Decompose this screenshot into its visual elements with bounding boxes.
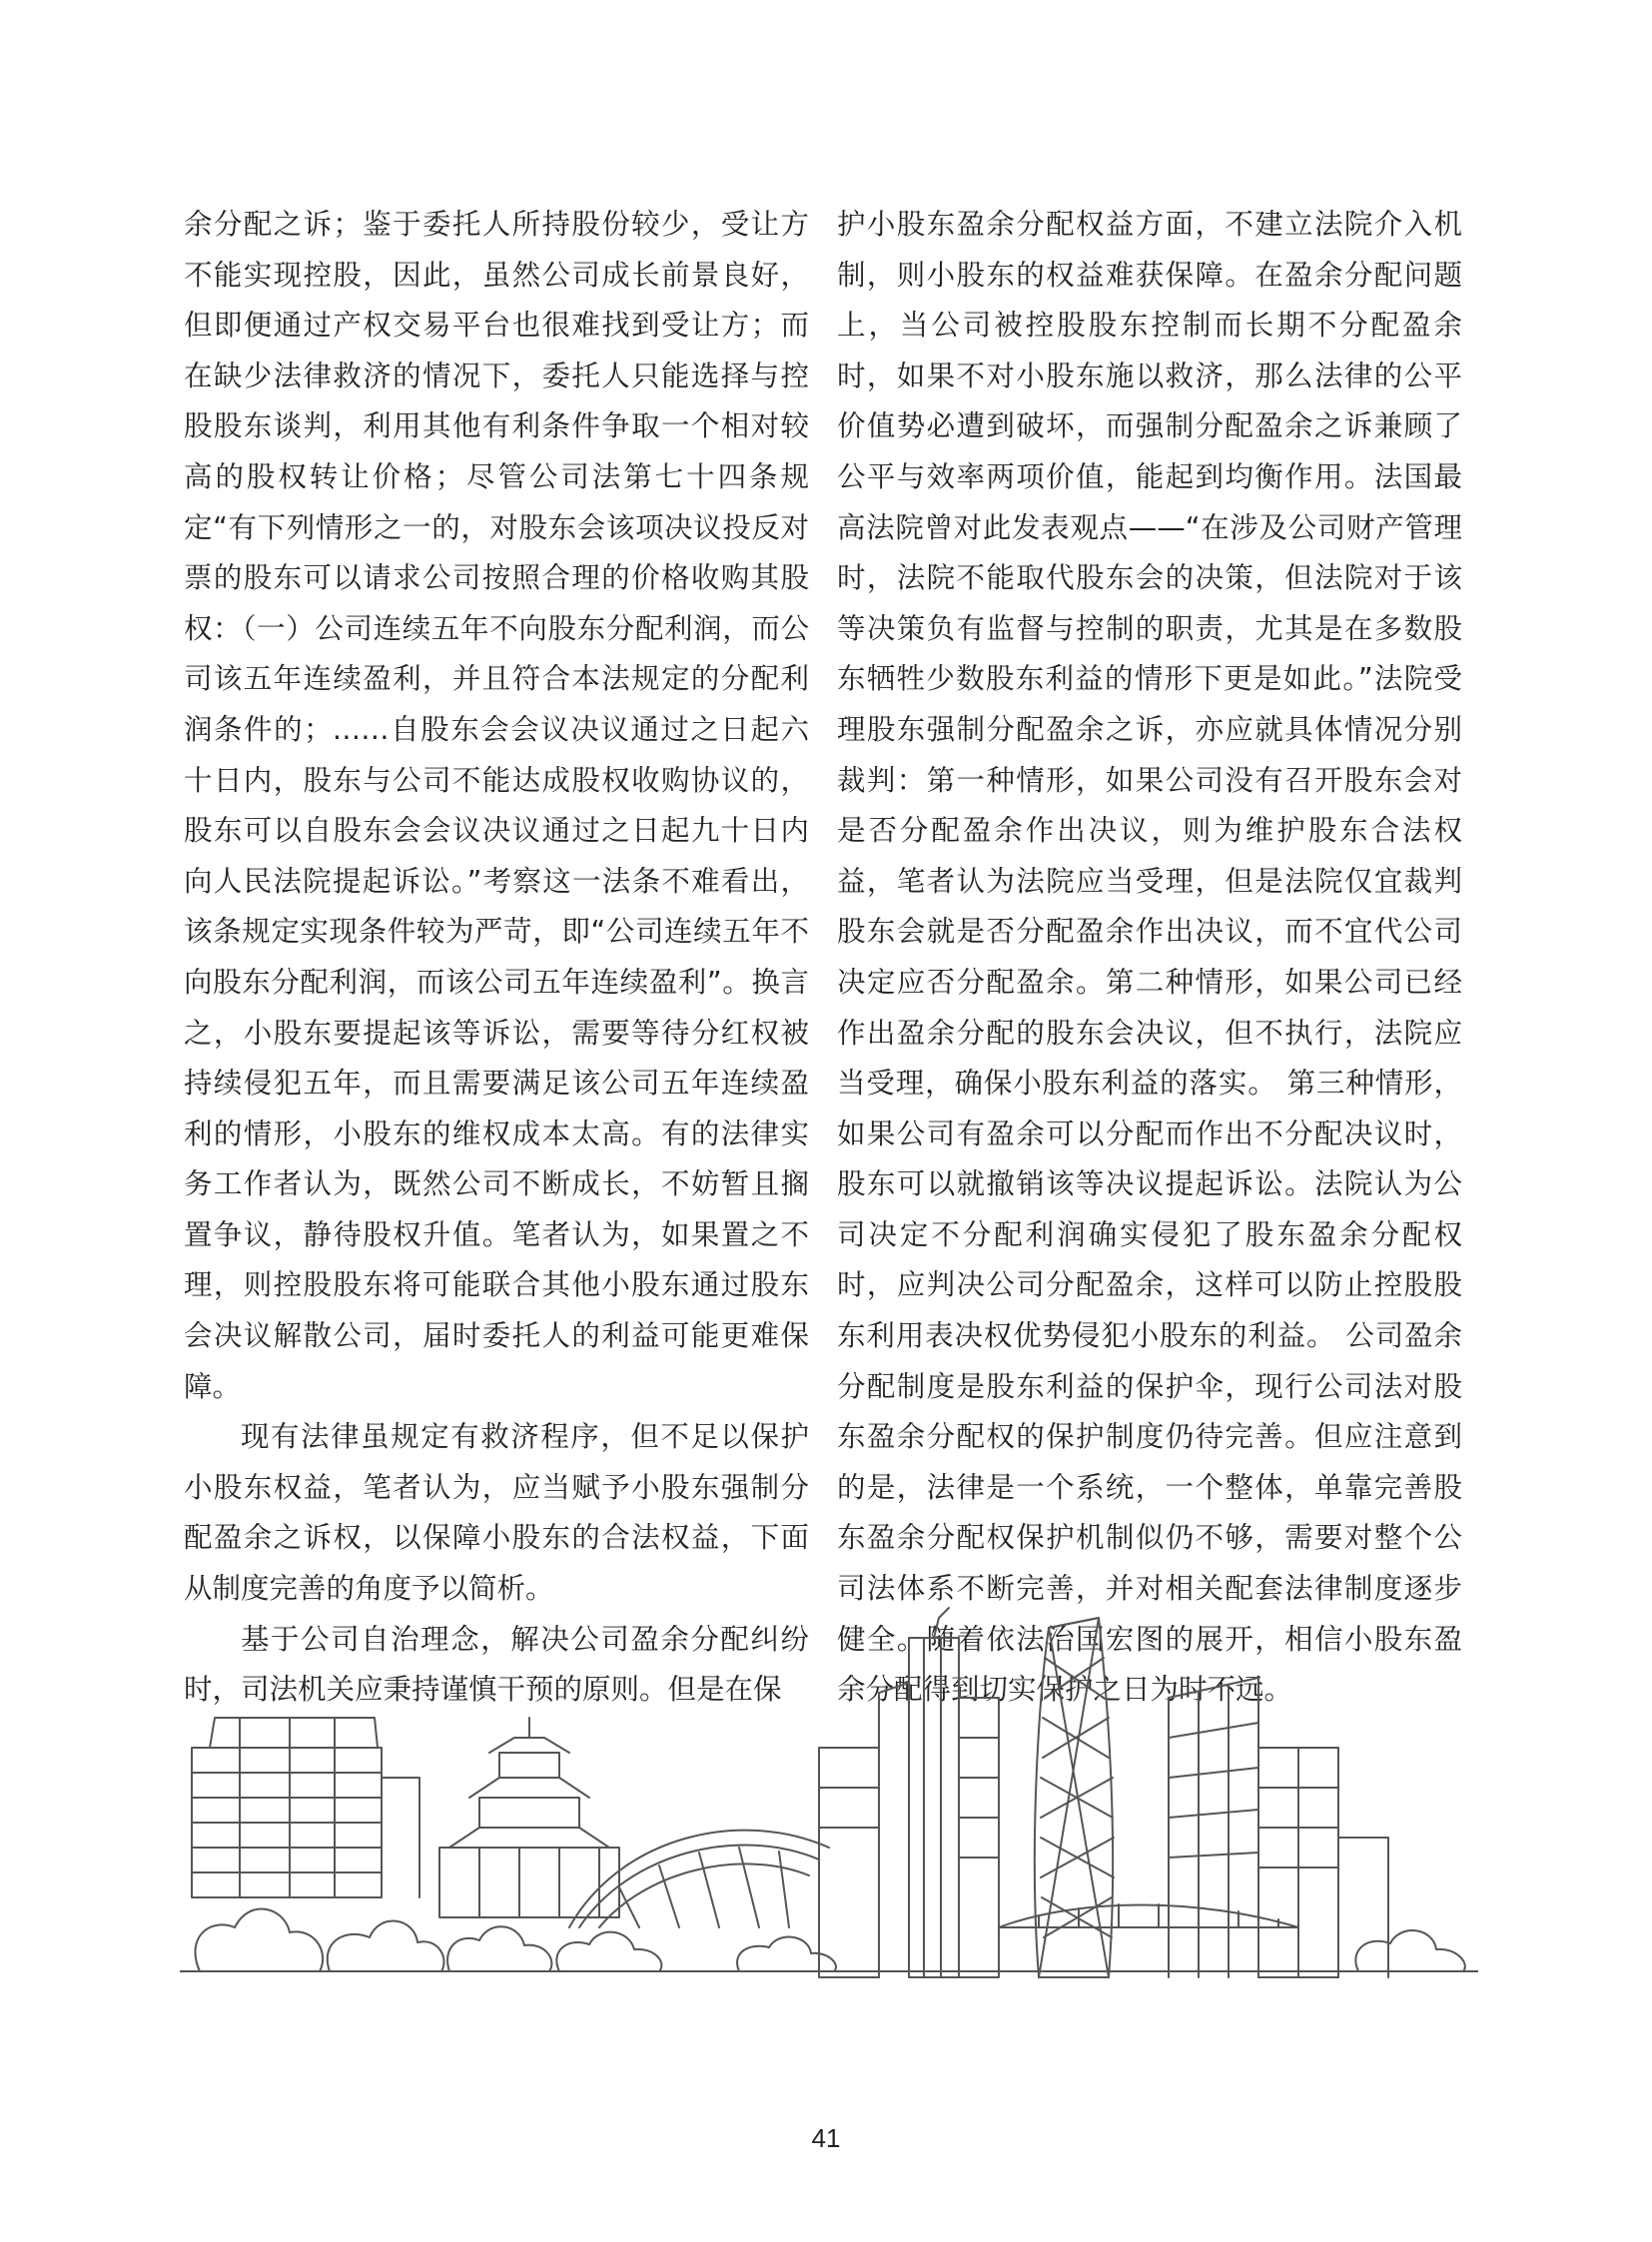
paragraph: 余分配之诉；鉴于委托人所持股份较少，受让方不能实现控股，因此，虽然公司成长前景良好，但即便通过产权交易平台也很难找到受让方；而在缺少法律救济的情况下，委托人只能选择与控股股东谈判，利用其他有利条件争取一个相对较高的股权转让价格；尽管公司法第七十四条规定“有下列情形之一的，对股东会该项决议投反对票的股东可以请求公司按照合理的价格收购其股权：（一）公司连续五年不向股东分配利润，而公司该五年连续盈利，并且符合本法规定的分配利润条件的；……自股东会会议决议通过之日起六十日内，股东与公司不能达成股权收购协议的，股东可以自股东会会议决议通过之日起九十日内向人民法院提起诉讼。”考察这一法条不难看出，该条规定实现条件较为严苛，即“公司连续五年不向股东分配利润，而该公司五年连续盈利”。换言之，小股东要提起该等诉讼，需要等待分红权被持续侵犯五年，而且需要满足该公司五年连续盈利的情形，小股东的维权成本太高。有的法律实务工作者认为，既然公司不断成长，不妨暂且搁置争议，静待股权升值。笔者认为，如果置之不理，则控股股东将可能联合其他小股东通过股东会决议解散公司，届时委托人的利益可能更难保障。 (184, 208, 809, 1403)
paragraph: 护小股东盈余分配权益方面，不建立法院介入机制，则小股东的权益难获保障。在盈余分配问题上，当公司被控股股东控制而长期不分配盈余时，如果不对小股东施以救济，那么法律的公平价值势必遭到破坏，而强制分配盈余之诉兼顾了公平与效率两项价值，能起到均衡作用。法国最高法院曾对此发表观点——“在涉及公司财产管理时，法院不能取代股东会的决策，但法院对于该等决策负有监督与控制的职责，尤其是在多数股东牺牲少数股东利益的情形下更是如此。”法院受理股东强制分配盈余之诉，亦应就具体情况分别裁判：第一种情形，如果公司没有召开股东会对是否分配盈余作出决议，则为维护股东合法权益，笔者认为法院应当受理，但是法院仅宜裁判股东会就是否分配盈余作出决议，而不宜代公司决定应否分配盈余。第二种情形，如果公司已经作出盈余分配的股东会决议，但不执行，法院应当受理，确保小股东利益的落实。 第三种情形，如果公司有盈余可以分配而作出不分配决议时，股东可以就撤销该等决议提起诉讼。法院认为公司决定不分配利润确实侵犯了股东盈余分配权时，应判决公司分配盈余，这样可以防止控股股东利用表决权优势侵犯小股东的利益。 公司盈余分配制度是股东利益的保护伞，现行公司法对股东盈余分配权的保护制度仍待完善。但应注意到的是，法律是一个系统，一个整体，单靠完善股东盈余分配权保护机制似仍不够，需要对整个公司法体系不断完善，并对相关配套法律制度逐步健全。随着依法治国宏图的展开，相信小股东盈余分配得到切实保护之日为时不远。 (837, 208, 1462, 1707)
page-number: 41 (811, 2123, 841, 2153)
paragraph: 现有法律虽规定有救济程序，但不足以保护小股东权益，笔者认为，应当赋予小股东强制分配盈余之诉权，以保障小股东的合法权益，下面从制度完善的角度予以简析。 (184, 1420, 809, 1606)
left-text-column (184, 200, 809, 1716)
paragraph: 基于公司自治理念，解决公司盈余分配纠纷时，司法机关应秉持谨慎干预的原则。但是在保 (184, 1622, 809, 1707)
right-text-column (837, 200, 1462, 1716)
city-skyline-icon (180, 1598, 1478, 1987)
